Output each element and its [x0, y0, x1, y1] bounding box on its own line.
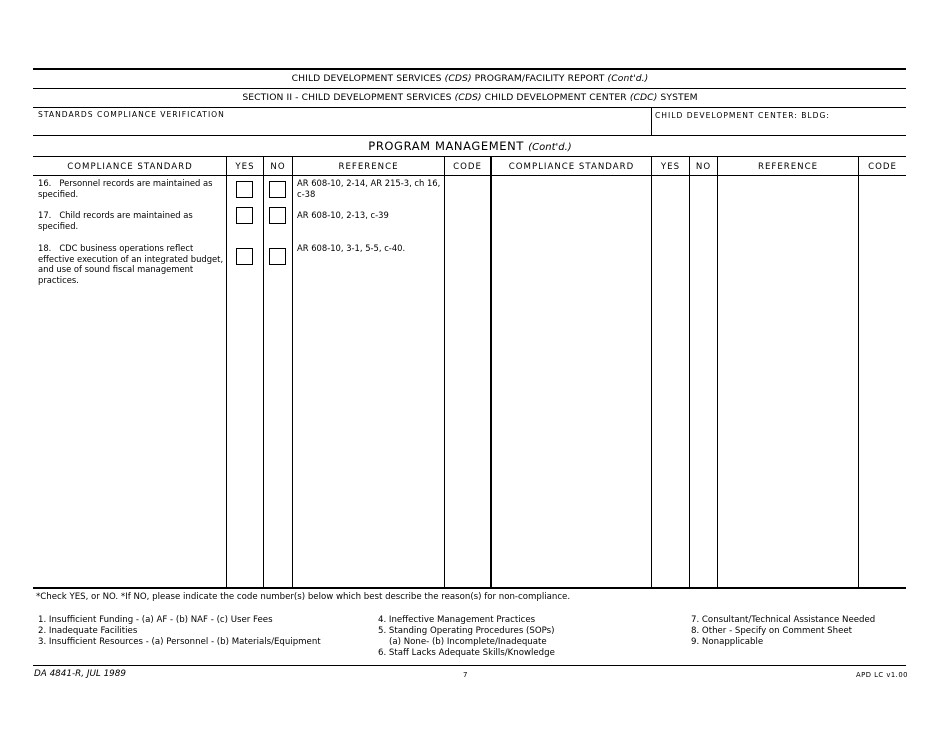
instructions-note: *Check YES, or NO. *If NO, please indicate the code number(s) below which best describe the reason(s) for non-compliance.: [36, 592, 571, 602]
col-head-no-2: NO: [695, 162, 712, 172]
table-header-bottom-line: [33, 175, 906, 176]
item-18-yes-checkbox[interactable]: [236, 248, 253, 265]
col-line-code-2: [858, 156, 859, 588]
code-4: 4. Ineffective Management Practices: [378, 615, 536, 625]
item-18-number: 18.: [38, 243, 52, 253]
item-16-text: Personnel records are maintained as specified.: [38, 178, 213, 199]
program-management-heading: PROGRAM MANAGEMENT (Cont'd.): [368, 139, 572, 153]
code-6: 6. Staff Lacks Adequate Skills/Knowledge: [378, 648, 555, 658]
form-identifier: DA 4841-R, JUL 1989: [34, 669, 126, 679]
col-head-yes-2: YES: [660, 162, 681, 172]
item-17-no-checkbox[interactable]: [269, 207, 286, 224]
item-17-number: 17.: [38, 210, 52, 220]
item-17-text: Child records are maintained as specified.: [38, 210, 193, 231]
col-head-code: CODE: [453, 162, 482, 172]
header-divider-3: [33, 135, 906, 136]
page-number: 7: [463, 671, 468, 679]
header-split-line: [651, 107, 652, 136]
code-7: 7. Consultant/Technical Assistance Needed: [691, 615, 876, 625]
report-title: CHILD DEVELOPMENT SERVICES (CDS) PROGRAM/FACILITY REPORT (Cont'd.): [291, 73, 649, 84]
item-16-no-checkbox[interactable]: [269, 181, 286, 198]
item-17-standard: [38, 210, 224, 231]
version-label: APD LC v1.00: [856, 671, 908, 679]
col-head-reference: REFERENCE: [338, 162, 399, 172]
col-head-compliance-standard-2: COMPLIANCE STANDARD: [508, 162, 635, 172]
col-head-compliance-standard: COMPLIANCE STANDARD: [67, 162, 193, 172]
col-line-yes-2: [651, 156, 652, 588]
table-bottom-line: [33, 587, 906, 589]
section-title: SECTION II - CHILD DEVELOPMENT SERVICES (CDS) CHILD DEVELOPMENT CENTER (CDC) SYSTEM: [242, 92, 698, 103]
item-18-standard: [38, 243, 224, 285]
top-border: [33, 68, 906, 70]
codes-column-1: [38, 615, 321, 648]
item-18-text: CDC business operations reflect effective execution of an integrated budget, and use of sound fiscal management practices.: [38, 243, 224, 285]
item-16-number: 16.: [38, 178, 52, 188]
col-head-no: NO: [270, 162, 286, 172]
code-9: 9. Nonapplicable: [691, 637, 764, 647]
header-divider-1: [33, 88, 906, 89]
code-8: 8. Other - Specify on Comment Sheet: [691, 626, 853, 636]
col-head-yes: YES: [235, 162, 255, 172]
col-line-reference: [292, 156, 293, 588]
code-5: 5. Standing Operating Procedures (SOPs): [378, 626, 555, 636]
item-18-no-checkbox[interactable]: [269, 248, 286, 265]
col-line-yes: [226, 156, 227, 588]
item-16-yes-checkbox[interactable]: [236, 181, 253, 198]
col-line-no: [263, 156, 264, 588]
codes-column-2: [378, 615, 555, 659]
code-5-sub: (a) None- (b) Incomplete/Inadequate: [389, 637, 547, 647]
header-divider-2: [33, 107, 906, 108]
col-line-code: [444, 156, 445, 588]
col-head-reference-2: REFERENCE: [757, 162, 819, 172]
col-line-reference-2: [717, 156, 718, 588]
table-top-line: [33, 156, 906, 157]
code-1: 1. Insufficient Funding - (a) AF - (b) NAF - (c) User Fees: [38, 615, 273, 625]
item-16-reference: AR 608-10, 2-14, AR 215-3, ch 16, c-38: [297, 178, 441, 199]
standards-compliance-label: STANDARDS COMPLIANCE VERIFICATION: [38, 110, 225, 119]
col-line-no-2: [689, 156, 690, 588]
col-line-center: [490, 156, 492, 588]
item-16-standard: [38, 178, 224, 199]
code-2: 2. Inadequate Facilities: [38, 626, 138, 636]
code-3: 3. Insufficient Resources - (a) Personnel - (b) Materials/Equipment: [38, 637, 321, 647]
item-17-yes-checkbox[interactable]: [236, 207, 253, 224]
center-bldg-label: CHILD DEVELOPMENT CENTER: BLDG:: [655, 111, 830, 120]
item-17-reference: AR 608-10, 2-13, c-39: [297, 210, 389, 220]
footer-line: [33, 665, 906, 666]
codes-column-3: [691, 615, 875, 648]
col-head-code-2: CODE: [868, 162, 897, 172]
item-18-reference: AR 608-10, 3-1, 5-5, c-40.: [297, 243, 406, 253]
